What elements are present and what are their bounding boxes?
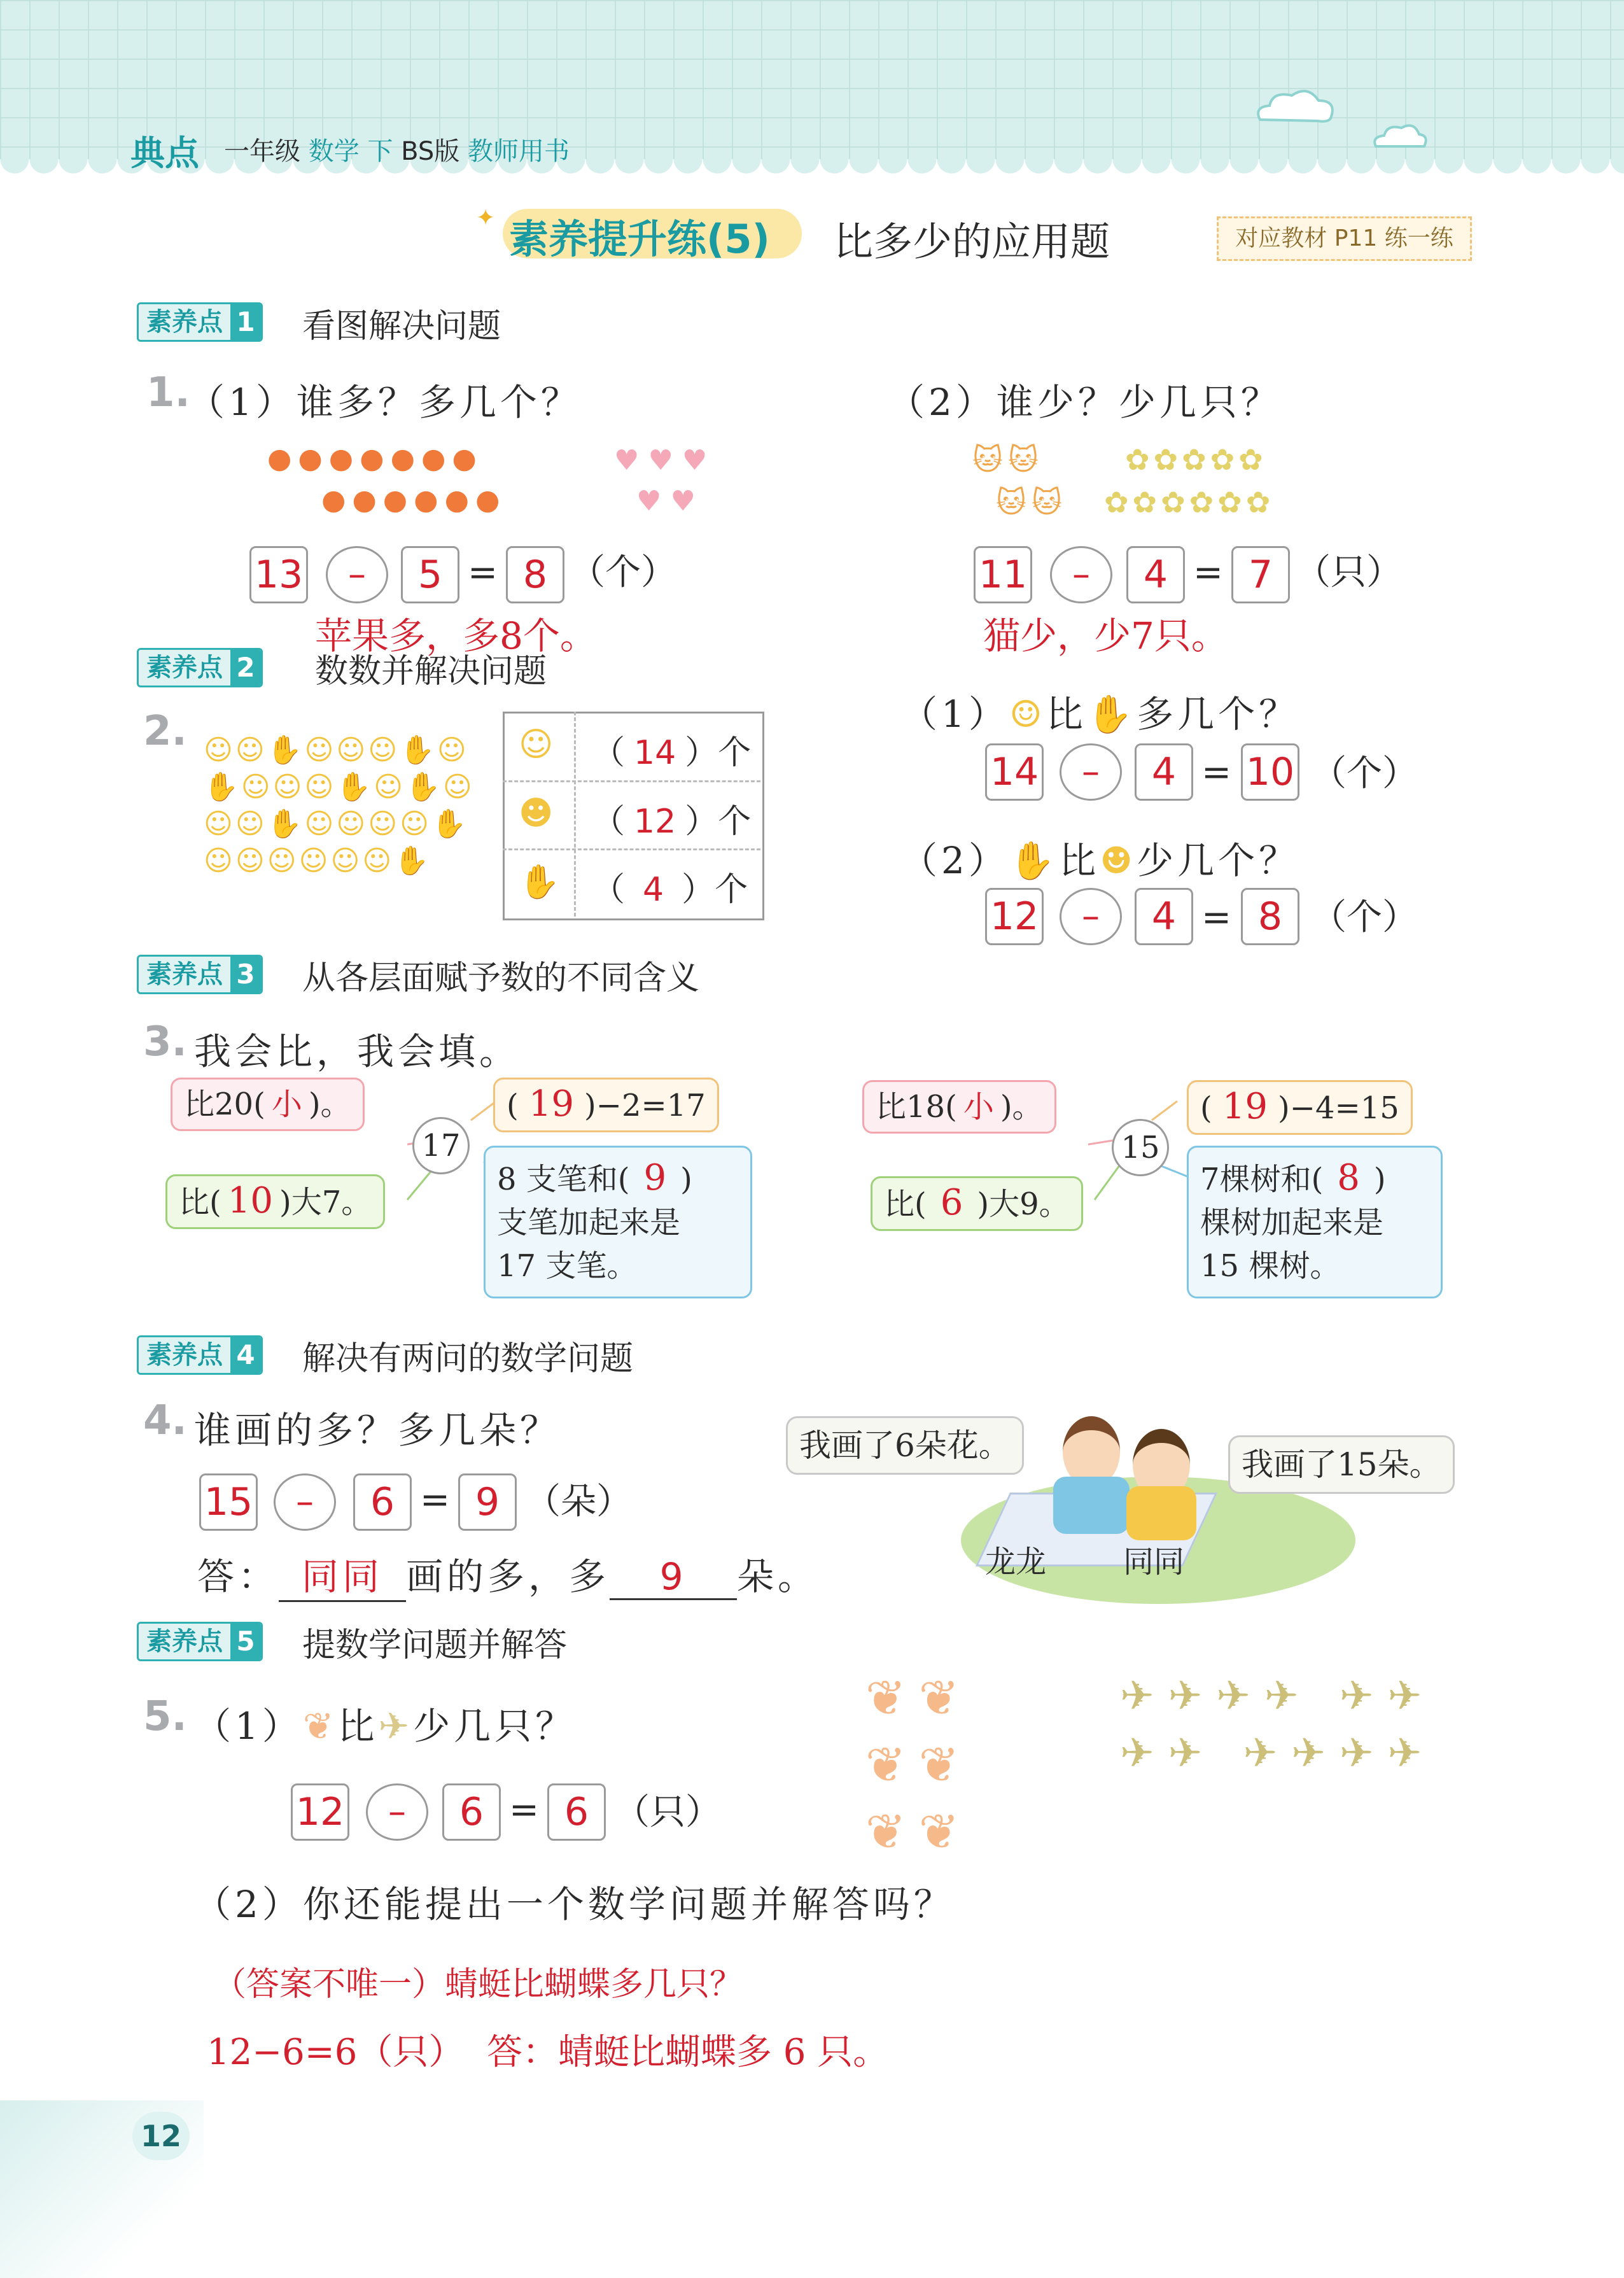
q4-result-box: 9 bbox=[458, 1473, 517, 1531]
apple-icons-row1: ●●●●●●● bbox=[267, 442, 483, 475]
q5-part1-prompt: （1）❦比✈少几只？ bbox=[194, 1705, 577, 1748]
section-title-2: 数数并解决问题 bbox=[315, 652, 547, 691]
section-title-3: 从各层面赋予数的不同含义 bbox=[302, 959, 700, 997]
q4-answer-line: 答： 同同 画的多，多 9 朵。 bbox=[197, 1547, 818, 1602]
q5-result-box: 6 bbox=[547, 1783, 606, 1841]
section-title-5: 提数学问题并解答 bbox=[302, 1626, 568, 1664]
volume-text: 下 bbox=[367, 137, 393, 166]
section-tag-2: 素养点 2 bbox=[137, 648, 263, 687]
q5-equals: = bbox=[509, 1789, 539, 1831]
q4-minuend-box: 15 bbox=[199, 1473, 258, 1531]
table-divider-vertical bbox=[574, 712, 576, 917]
q2-s2-result-box: 8 bbox=[1241, 888, 1299, 945]
cloud-small-icon bbox=[1368, 118, 1432, 156]
table-row-3: （ 4 ）个 bbox=[592, 871, 748, 909]
q2-s1-minuend-box: 14 bbox=[985, 743, 1044, 801]
q1-p1-answer: 苹果多，多8个。 bbox=[315, 614, 597, 657]
q4-unit: （朵） bbox=[525, 1481, 632, 1522]
q5-operator-circle: – bbox=[366, 1783, 428, 1841]
butterfly-icons: ❦❦ ❦❦ ❦❦ bbox=[865, 1670, 972, 1860]
section-tag-3: 素养点 3 bbox=[137, 955, 263, 994]
cat-icons-row1: 🐱🐱 bbox=[972, 442, 1044, 477]
q4-subtrahend-box: 6 bbox=[353, 1473, 412, 1531]
q2-s1-equals: = bbox=[1201, 752, 1231, 793]
q1-p2-result-box: 7 bbox=[1231, 546, 1290, 603]
peach-icons-row1: ♥♥♥ bbox=[614, 444, 717, 477]
q5-minuend-box: 12 bbox=[291, 1783, 349, 1841]
q3-left-bubble-3: 比( 10 )大7。 bbox=[165, 1174, 385, 1229]
scattered-icons-cluster: ☺☺✋☺☺☺✋☺✋☺☺☺✋☺✋☺☺☺✋☺☺☺☺✋☺☺☺☺☺☺✋ bbox=[204, 734, 475, 877]
section-tag-5: 素养点 5 bbox=[137, 1622, 263, 1661]
peach-icons-row2: ♥♥ bbox=[636, 485, 704, 517]
q2-s2-unit: （个） bbox=[1311, 897, 1418, 938]
table-divider-row1 bbox=[503, 780, 760, 782]
mouse-icons-row2: ✿✿✿✿✿✿ bbox=[1104, 485, 1275, 519]
q1-p1-operator-circle: – bbox=[326, 546, 388, 603]
q1-part1-prompt: （1）谁多？多几个？ bbox=[188, 381, 582, 424]
q5-subtrahend-box: 6 bbox=[442, 1783, 501, 1841]
section-title-1: 看图解决问题 bbox=[302, 307, 501, 346]
q1-p2-minuend-box: 11 bbox=[974, 546, 1032, 603]
speech-bubble-longlong: 我画了6朵花。 bbox=[786, 1416, 1024, 1475]
q3-right-bubble-4: 7棵树和( 8 ) 棵树加起来是 15 棵树。 bbox=[1187, 1146, 1443, 1298]
q2-s1-subtrahend-box: 4 bbox=[1135, 743, 1193, 801]
question-number-4: 4. bbox=[143, 1397, 187, 1444]
q3-left-bubble-4: 8 支笔和( 9 ) 支笔加起来是 17 支笔。 bbox=[484, 1146, 752, 1298]
q2-s2-minuend-box: 12 bbox=[985, 888, 1044, 945]
q2-s2-subtrahend-box: 4 bbox=[1135, 888, 1193, 945]
dragonfly-icons: ✈✈✈✈ ✈✈✈✈ ✈✈✈✈ bbox=[1120, 1673, 1436, 1777]
q5-part2-answer-solution: 12−6=6（只） 答：蜻蜓比蝴蝶多 6 只。 bbox=[207, 2032, 889, 2073]
q4-prompt: 谁画的多？多几朵？ bbox=[194, 1409, 561, 1452]
q2-s1-result-box: 10 bbox=[1241, 743, 1299, 801]
question-number-1: 1. bbox=[146, 369, 190, 416]
q1-p2-unit: （只） bbox=[1295, 552, 1402, 593]
q4-operator-circle: – bbox=[274, 1473, 336, 1531]
book-info bbox=[224, 131, 570, 167]
q5-part2-prompt: （2）你还能提出一个数学问题并解答吗？ bbox=[194, 1883, 955, 1926]
girl-body bbox=[1126, 1486, 1196, 1540]
question-number-2: 2. bbox=[143, 708, 187, 755]
q3-left-bubble-1: 比20( 小 )。 bbox=[171, 1078, 365, 1131]
smiley-icon: ☺ bbox=[519, 726, 554, 764]
q1-p2-operator-circle: – bbox=[1050, 546, 1112, 603]
section-title-4: 解决有两问的数学问题 bbox=[302, 1340, 634, 1378]
ghost-icon: ☻ bbox=[519, 794, 554, 833]
q1-p1-equals: = bbox=[468, 552, 498, 593]
name-label-longlong: 龙龙 bbox=[985, 1544, 1047, 1580]
q1-p1-unit: （个） bbox=[570, 552, 676, 593]
q3-right-center-number: 15 bbox=[1112, 1119, 1169, 1176]
subject-text: 数学 bbox=[308, 137, 360, 166]
name-label-tongtong: 同同 bbox=[1123, 1544, 1185, 1580]
q1-p2-equals: = bbox=[1193, 552, 1223, 593]
grade-text: 一年级 bbox=[224, 137, 300, 166]
q5-part2-answer-question: （答案不唯一）蜻蜓比蝴蝶多几只？ bbox=[213, 1965, 743, 2004]
section-tag-4: 素养点 4 bbox=[137, 1335, 263, 1375]
q2-s2-equals: = bbox=[1201, 897, 1231, 938]
q4-equals: = bbox=[420, 1479, 450, 1521]
q3-left-bubble-2: ( 19 )−2=17 bbox=[493, 1078, 719, 1132]
textbook-reference: 对应教材 P11 练一练 bbox=[1217, 216, 1472, 261]
question-number-3: 3. bbox=[143, 1018, 187, 1065]
q2-sub1-prompt: （1）☺比✋多几个？ bbox=[900, 693, 1300, 736]
edition-text: BS版 bbox=[401, 137, 460, 166]
q3-right-bubble-1: 比18( 小 )。 bbox=[862, 1080, 1056, 1134]
section-tag-1: 素养点 1 bbox=[137, 302, 263, 342]
q2-s2-operator-circle: – bbox=[1060, 888, 1122, 945]
page-title: 素养提升练(5) bbox=[509, 216, 770, 262]
q1-p1-result-box: 8 bbox=[506, 546, 564, 603]
q1-part2-prompt: （2）谁少？少几只？ bbox=[888, 381, 1282, 424]
book-type-text: 教师用书 bbox=[468, 137, 570, 166]
q3-right-bubble-3: 比( 6 )大9。 bbox=[871, 1176, 1083, 1231]
page-number: 12 bbox=[132, 2112, 190, 2160]
table-row-2: （ 12 ）个 bbox=[592, 803, 752, 841]
q2-sub2-prompt: （2）✋比☻少几个？ bbox=[900, 839, 1300, 882]
q3-right-bubble-2: ( 19 )−4=15 bbox=[1187, 1080, 1413, 1135]
q5-unit: （只） bbox=[614, 1792, 721, 1833]
speech-bubble-tongtong: 我画了15朵。 bbox=[1228, 1435, 1455, 1494]
q2-s1-operator-circle: – bbox=[1060, 743, 1122, 801]
table-row-1: （ 14 ）个 bbox=[592, 734, 752, 772]
cat-icons-row2: 🐱🐱 bbox=[996, 485, 1067, 519]
boy-body bbox=[1053, 1477, 1130, 1534]
cloud-icon bbox=[1247, 81, 1343, 132]
q1-p2-answer: 猫少，少7只。 bbox=[983, 614, 1228, 657]
logo: 典点 bbox=[130, 133, 199, 173]
q2-s1-unit: （个） bbox=[1311, 753, 1418, 794]
q1-p1-minuend-box: 13 bbox=[249, 546, 308, 603]
apple-icons-row2: ●●●●●● bbox=[321, 484, 507, 516]
q1-p1-subtrahend-box: 5 bbox=[401, 546, 459, 603]
page-subtitle: 比多少的应用题 bbox=[834, 218, 1110, 265]
hand-icon: ✋ bbox=[519, 863, 560, 901]
question-number-5: 5. bbox=[143, 1693, 187, 1740]
q3-left-center-number: 17 bbox=[412, 1117, 470, 1174]
q3-prompt: 我会比，我会填。 bbox=[194, 1030, 521, 1073]
sparkle-icon: ✦ bbox=[476, 205, 496, 231]
table-divider-row2 bbox=[503, 848, 760, 850]
q1-p2-subtrahend-box: 4 bbox=[1126, 546, 1185, 603]
mouse-icons-row1: ✿✿✿✿✿ bbox=[1125, 442, 1267, 477]
